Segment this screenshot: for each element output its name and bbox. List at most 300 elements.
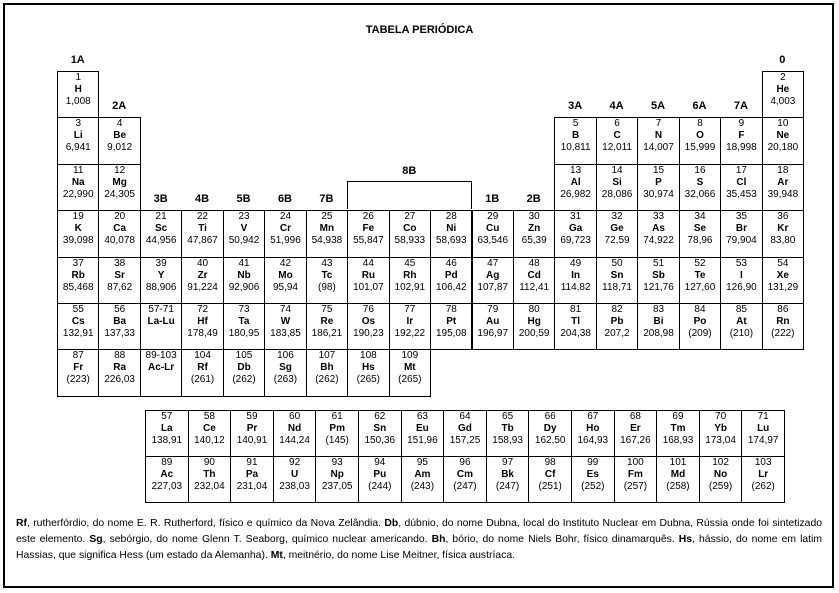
element-symbol: N: [654, 130, 663, 142]
element-cell: [720, 303, 762, 350]
group-label: 5B: [236, 193, 251, 206]
footnote-text: , dúbnio, do nome Dubna, local do Instituto Nuclear em Dubna, Rússia onde foi sintetizado este elemento.: [16, 518, 822, 545]
atomic-number: 32: [611, 211, 623, 223]
element-symbol: Br: [735, 223, 747, 235]
element-symbol: Cs: [71, 316, 85, 327]
atomic-number: 45: [404, 257, 416, 269]
element-cell: [679, 210, 721, 257]
element-symbol: Tc: [321, 269, 333, 281]
atomic-number: 99: [587, 457, 599, 468]
group-label: 7B: [319, 193, 334, 206]
element-symbol: Ni: [446, 223, 457, 235]
element-cell: [223, 210, 265, 257]
element-symbol: Fe: [362, 223, 375, 235]
atomic-mass: 140,91: [236, 435, 268, 446]
atomic-number: 29: [487, 211, 499, 223]
atomic-mass: (252): [581, 481, 605, 492]
element-symbol: Rb: [71, 269, 85, 281]
atomic-number: 47: [487, 257, 499, 269]
element-cell: [443, 410, 487, 457]
atomic-mass: 196,97: [477, 328, 509, 339]
element-cell: [637, 117, 679, 164]
atomic-number: 25: [321, 211, 333, 223]
atomic-number: 33: [652, 211, 665, 223]
element-cell: [188, 456, 232, 503]
atomic-number: 88: [114, 350, 126, 362]
element-cell: [181, 257, 223, 304]
element-cell: [699, 456, 743, 503]
element-cell: [315, 456, 359, 503]
atomic-number: 106: [277, 350, 294, 362]
element-cell: [315, 410, 359, 457]
element-symbol: La: [160, 423, 173, 434]
element-symbol: Cr: [279, 223, 292, 235]
atomic-number: 58: [203, 411, 215, 422]
element-cell: [389, 349, 431, 396]
atomic-mass: 138,91: [151, 435, 183, 446]
atomic-mass: 151,96: [407, 435, 438, 446]
element-cell: [140, 349, 182, 396]
atomic-mass: 88,906: [145, 281, 177, 293]
atomic-mass: (261): [190, 374, 215, 386]
element-symbol: Md: [670, 469, 686, 480]
element-cell: [140, 303, 182, 350]
element-cell: [528, 456, 572, 503]
element-cell: [554, 164, 596, 211]
atomic-mass: 18,998: [726, 142, 757, 154]
footnote-symbol: Db: [384, 518, 399, 529]
atomic-mass: 126,90: [726, 281, 757, 293]
group-label: 2A: [112, 100, 127, 113]
element-symbol: Cf: [544, 469, 556, 480]
element-symbol: Co: [403, 223, 417, 235]
element-symbol: Po: [693, 316, 707, 327]
element-symbol: No: [713, 469, 728, 480]
element-symbol: Ho: [586, 423, 600, 434]
atomic-mass: 121,76: [643, 281, 674, 293]
atomic-mass: 231,04: [236, 481, 268, 492]
atomic-number: 21: [155, 211, 167, 223]
atomic-number: 27: [404, 211, 416, 223]
element-symbol: Se: [693, 223, 707, 235]
atomic-number: 48: [528, 257, 540, 269]
group-label: 1A: [70, 54, 85, 66]
element-symbol: Ba: [113, 316, 127, 327]
element-symbol: Np: [330, 469, 344, 480]
atomic-number: 16: [694, 164, 706, 176]
element-symbol: U: [290, 469, 299, 480]
atomic-number: 68: [629, 411, 641, 422]
atomic-mass: 6,941: [65, 142, 91, 154]
atomic-mass: 186,21: [311, 328, 343, 339]
atomic-number: 72: [197, 304, 209, 315]
atomic-mass: 200,59: [518, 328, 550, 339]
element-cell: [720, 210, 762, 257]
element-cell: [637, 257, 679, 304]
atomic-number: 70: [715, 411, 727, 422]
atomic-mass: 85,468: [62, 281, 94, 293]
element-cell: [273, 456, 317, 503]
footnote-text: , bório, do nome Niels Bohr, físico dinamarquês.: [445, 534, 679, 545]
atomic-number: 57-71: [148, 304, 174, 315]
element-symbol: Yb: [714, 423, 727, 434]
atomic-number: 75: [321, 304, 333, 315]
atomic-mass: 107,87: [477, 281, 509, 293]
element-cell: [264, 303, 306, 350]
atomic-number: 10: [777, 118, 789, 130]
footnote-symbol: Mt: [270, 550, 283, 561]
atomic-number: 3: [75, 118, 81, 130]
atomic-mass: 91,224: [187, 281, 218, 293]
atomic-number: 30: [528, 211, 540, 223]
atomic-mass: 101,07: [353, 281, 384, 293]
element-cell: [720, 117, 762, 164]
element-symbol: F: [738, 130, 745, 142]
atomic-mass: 74,922: [643, 235, 674, 247]
atomic-mass: 10,811: [560, 142, 591, 154]
atomic-number: 23: [238, 211, 250, 223]
atomic-mass: (258): [666, 481, 690, 492]
element-cell: [358, 410, 402, 457]
atomic-mass: 150,36: [364, 435, 396, 446]
atomic-number: 107: [318, 350, 336, 362]
atomic-number: 67: [587, 411, 599, 422]
atomic-mass: 32,066: [684, 188, 716, 200]
element-symbol: Rn: [776, 316, 790, 327]
element-symbol: Zn: [528, 223, 541, 235]
atomic-number: 56: [114, 304, 126, 315]
atomic-mass: (257): [623, 481, 648, 492]
atomic-mass: (244): [368, 481, 392, 492]
atomic-mass: 144,24: [279, 435, 310, 446]
atomic-mass: 174,97: [747, 435, 779, 446]
atomic-mass: 106,42: [435, 281, 467, 293]
atomic-mass: 192,22: [394, 328, 426, 339]
element-symbol: Hg: [527, 316, 541, 327]
atomic-number: 80: [528, 304, 540, 315]
atomic-number: 8: [697, 118, 703, 130]
atomic-number: 87: [72, 350, 84, 362]
atomic-mass: 12,011: [602, 142, 632, 154]
group-label: 5A: [650, 100, 666, 113]
element-symbol: Cl: [736, 176, 747, 188]
element-symbol: I: [740, 269, 743, 281]
element-symbol: W: [280, 316, 291, 327]
footnote-symbol: Rf: [16, 518, 27, 529]
element-symbol: Mt: [403, 362, 416, 374]
element-cell: [230, 410, 274, 457]
element-symbol: Ti: [198, 223, 207, 235]
element-symbol: Sb: [652, 269, 665, 281]
atomic-mass: 131,29: [767, 281, 799, 293]
atomic-mass: (251): [538, 481, 562, 492]
element-cell: [389, 210, 431, 257]
group-label: 4A: [609, 100, 624, 113]
element-cell: [57, 303, 99, 350]
element-cell: [554, 303, 596, 350]
atomic-mass: 14,007: [643, 142, 674, 154]
element-cell: [264, 257, 306, 304]
atomic-number: 89-103: [145, 350, 177, 362]
footnote-symbol: Hs: [678, 534, 693, 545]
element-symbol: Pa: [245, 469, 259, 480]
atomic-number: 37: [72, 257, 84, 269]
page-title: TABELA PERIÓDICA: [365, 24, 474, 36]
group-label: 8B: [402, 165, 417, 178]
atomic-mass: 140,12: [194, 435, 225, 446]
group-label: 4B: [195, 193, 210, 206]
element-symbol: Si: [612, 176, 622, 188]
atomic-mass: 232,04: [194, 481, 225, 492]
element-cell: [57, 257, 99, 304]
atomic-number: 93: [331, 457, 343, 468]
element-symbol: In: [571, 269, 581, 281]
element-symbol: Fm: [627, 469, 643, 480]
atomic-number: 76: [362, 304, 374, 315]
element-cell: [513, 303, 555, 350]
atomic-number: 5: [572, 118, 579, 130]
element-symbol: Tl: [571, 316, 581, 327]
atomic-mass: 168,93: [662, 435, 694, 446]
element-cell: [264, 210, 306, 257]
element-cell: [430, 303, 472, 350]
element-cell: [264, 349, 306, 396]
element-symbol: Th: [203, 469, 216, 480]
element-symbol: Hf: [197, 316, 208, 327]
atomic-number: 83: [652, 304, 665, 315]
element-cell: [513, 210, 555, 257]
atomic-number: 104: [194, 350, 211, 362]
atomic-mass: 72,59: [604, 235, 630, 247]
element-cell: [223, 303, 265, 350]
element-symbol: Ar: [777, 176, 789, 188]
atomic-number: 14: [611, 164, 623, 176]
atomic-number: 15: [652, 164, 665, 176]
element-cell: [554, 210, 596, 257]
footnote-text: , sebórgio, do nome Glenn T. Seaborg, químico nuclear americando.: [102, 534, 432, 545]
atomic-number: 9: [738, 118, 745, 130]
element-cell: [57, 164, 99, 211]
element-symbol: Ge: [610, 223, 624, 235]
atomic-mass: 83,80: [770, 235, 796, 247]
element-symbol: Pb: [610, 316, 624, 327]
atomic-mass: 164,93: [577, 435, 609, 446]
group-label: 1B: [485, 193, 500, 206]
element-cell: [430, 210, 472, 257]
atomic-number: 92: [289, 457, 301, 468]
atomic-mass: 137,33: [104, 328, 135, 339]
atomic-mass: 167,26: [620, 435, 651, 446]
element-cell: [762, 71, 804, 118]
element-cell: [472, 257, 514, 304]
element-symbol: Mg: [112, 176, 127, 188]
atomic-mass: (243): [410, 481, 435, 492]
atomic-mass: 112,41: [519, 281, 550, 293]
element-cell: [699, 410, 743, 457]
element-symbol: V: [240, 223, 248, 235]
element-symbol: La-Lu: [147, 316, 175, 327]
atomic-number: 50: [611, 257, 623, 269]
atomic-number: 60: [289, 411, 301, 422]
element-symbol: Am: [414, 469, 431, 480]
atomic-mass: 40,078: [104, 235, 135, 247]
atomic-number: 96: [459, 457, 471, 468]
atomic-number: 28: [445, 211, 457, 223]
element-cell: [181, 349, 223, 396]
element-cell: [472, 303, 514, 350]
element-cell: [720, 164, 762, 211]
atomic-mass: 63,546: [477, 235, 509, 247]
atomic-number: 62: [374, 411, 386, 422]
element-symbol: Mn: [319, 223, 335, 235]
atomic-mass: 50,942: [228, 235, 260, 247]
element-symbol: Kr: [777, 223, 789, 235]
atomic-mass: 1,008: [65, 96, 91, 107]
element-cell: [145, 410, 189, 457]
atomic-number: 97: [502, 457, 514, 468]
atomic-mass: (263): [273, 374, 298, 386]
element-symbol: P: [655, 176, 662, 188]
atomic-mass: 35,453: [726, 188, 757, 200]
atomic-number: 49: [570, 257, 582, 269]
element-cell: [401, 410, 445, 457]
atomic-number: 53: [735, 257, 747, 269]
element-symbol: Ru: [361, 269, 376, 281]
atomic-mass: 30,974: [643, 188, 674, 200]
atomic-mass: 207,2: [604, 328, 630, 339]
element-cell: [762, 257, 804, 304]
element-symbol: S: [696, 176, 704, 188]
element-cell: [596, 257, 638, 304]
element-cell: [656, 456, 700, 503]
element-symbol: Te: [694, 269, 706, 281]
atomic-mass: 102,91: [394, 281, 426, 293]
element-cell: [637, 210, 679, 257]
atomic-number: 105: [235, 350, 253, 362]
atomic-mass: 51,996: [270, 235, 301, 247]
atomic-mass: 15,999: [684, 142, 716, 154]
element-symbol: Pm: [329, 423, 345, 434]
footnote-symbol: Sg: [89, 534, 103, 545]
atomic-mass: (247): [495, 481, 520, 492]
element-symbol: Ne: [776, 130, 790, 142]
element-cell: [140, 257, 182, 304]
atomic-mass: 195,08: [435, 328, 467, 339]
atomic-number: 35: [735, 211, 747, 223]
atomic-mass: 114,82: [560, 281, 591, 293]
element-symbol: Db: [237, 362, 251, 374]
element-cell: [306, 210, 348, 257]
element-symbol: Hs: [361, 362, 375, 374]
atomic-number: 86: [777, 304, 789, 315]
element-symbol: Sn: [373, 423, 387, 434]
atomic-mass: 208,98: [643, 328, 674, 339]
element-symbol: Lr: [758, 469, 769, 480]
element-cell: [306, 257, 348, 304]
element-symbol: Pu: [373, 469, 387, 480]
element-symbol: Re: [320, 316, 334, 327]
atomic-number: 22: [197, 211, 209, 223]
element-symbol: Dy: [543, 423, 557, 434]
element-cell: [596, 164, 638, 211]
element-symbol: Bi: [653, 316, 664, 327]
element-cell: [347, 257, 389, 304]
atomic-mass: 69,723: [560, 235, 591, 247]
atomic-number: 81: [570, 304, 582, 315]
atomic-number: 74: [279, 304, 292, 315]
element-cell: [306, 303, 348, 350]
element-symbol: Pr: [246, 423, 258, 434]
atomic-mass: (262): [232, 374, 256, 386]
element-cell: [145, 456, 189, 503]
element-symbol: Sc: [154, 223, 168, 235]
atomic-mass: 190,23: [353, 328, 384, 339]
atomic-number: 71: [757, 411, 769, 422]
atomic-number: 95: [416, 457, 428, 468]
atomic-number: 51: [652, 257, 665, 269]
atomic-number: 94: [374, 457, 386, 468]
element-symbol: At: [736, 316, 747, 327]
element-symbol: Sr: [114, 269, 125, 281]
atomic-number: 61: [331, 411, 343, 422]
atomic-mass: 22,990: [62, 188, 94, 200]
atomic-number: 36: [777, 211, 789, 223]
element-cell: [614, 456, 658, 503]
element-cell: [223, 349, 265, 396]
atomic-mass: 227,03: [151, 481, 183, 492]
element-cell: [486, 410, 530, 457]
element-cell: [181, 303, 223, 350]
atomic-mass: 178,49: [187, 328, 218, 339]
element-symbol: Ir: [406, 316, 414, 327]
atomic-mass: 127,60: [684, 281, 716, 293]
element-cell: [347, 210, 389, 257]
element-cell: [98, 164, 140, 211]
atomic-number: 43: [321, 257, 333, 269]
element-symbol: Bh: [320, 362, 334, 374]
atomic-mass: (210): [729, 328, 754, 339]
atomic-number: 40: [197, 257, 209, 269]
atomic-mass: (259): [708, 481, 733, 492]
element-symbol: Y: [157, 269, 165, 281]
atomic-mass: 226,03: [104, 374, 135, 386]
element-cell: [637, 164, 679, 211]
group-label: 0: [779, 54, 786, 66]
element-symbol: Ag: [486, 269, 500, 281]
atomic-mass: 20,180: [767, 142, 799, 154]
element-symbol: Rh: [403, 269, 417, 281]
atomic-mass: 47,867: [187, 235, 218, 247]
atomic-mass: 58,693: [435, 235, 467, 247]
element-cell: [443, 456, 487, 503]
element-cell: [513, 257, 555, 304]
group-label: 7A: [733, 100, 748, 113]
element-cell: [596, 303, 638, 350]
atomic-mass: 39,948: [767, 188, 799, 200]
element-symbol: Os: [361, 316, 376, 327]
atomic-mass: 237,05: [321, 481, 353, 492]
atomic-number: 4: [116, 118, 123, 130]
element-cell: [347, 349, 389, 396]
element-cell: [306, 349, 348, 396]
group-label: 2B: [526, 193, 541, 206]
element-cell: [472, 210, 514, 257]
footnote-symbol: Bh: [431, 534, 446, 545]
element-symbol: H: [74, 84, 82, 95]
element-cell: [57, 71, 99, 118]
element-cell: [273, 410, 317, 457]
atomic-mass: 118,71: [602, 281, 632, 293]
